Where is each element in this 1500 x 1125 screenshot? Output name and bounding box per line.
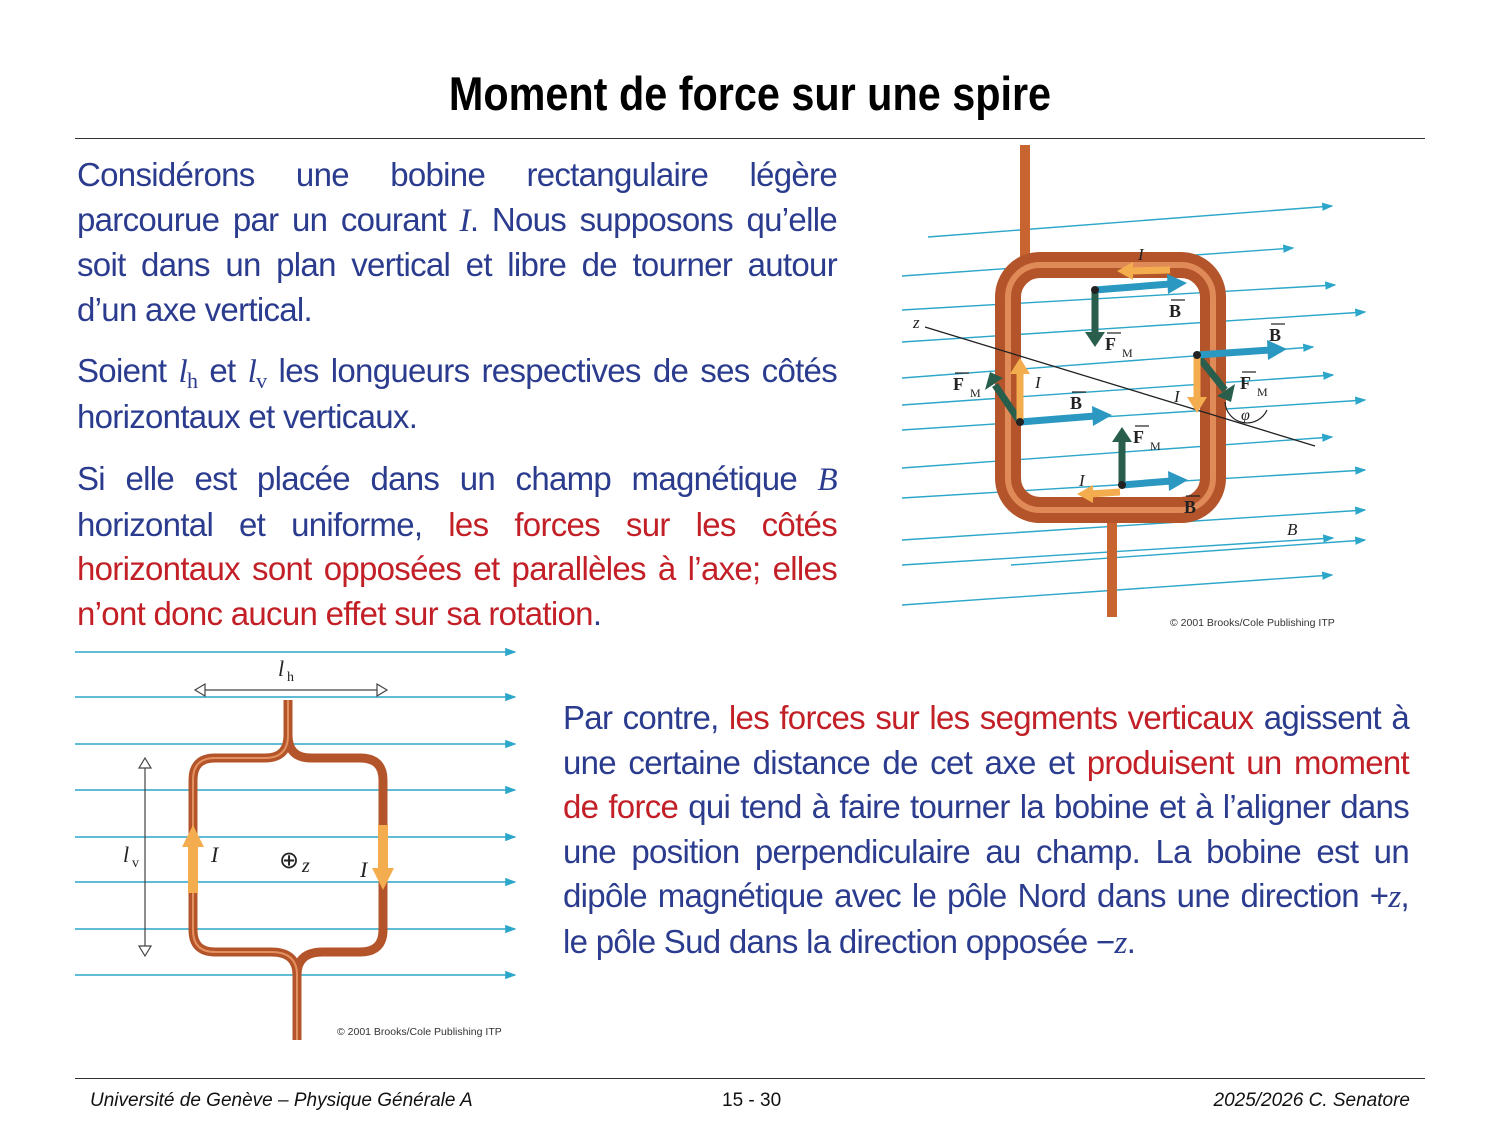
b-label-4: B (1269, 325, 1282, 345)
torque-text-5: . (1126, 922, 1136, 960)
fm-sub-right: M (1257, 385, 1268, 399)
field-label: B (1287, 520, 1298, 539)
fm-sub-top: M (1122, 346, 1133, 360)
coil-3d-figure (895, 140, 1385, 635)
torque-text-4: , le pôle Sud dans la direction opposée − (563, 877, 1409, 960)
footer-divider (75, 1078, 1425, 1079)
current-label-right: I (1174, 387, 1180, 406)
fm-sub-bottom: M (1150, 439, 1161, 453)
title-divider (75, 138, 1425, 139)
z-label-3d: z (913, 313, 920, 332)
length-symbol-h: l (178, 354, 187, 390)
paragraph-lengths (77, 349, 837, 439)
torque-highlight-2: produisent un moment de force (563, 743, 1410, 825)
current-label-top: I (1138, 245, 1144, 264)
credit-2d: © 2001 Brooks/Cole Publishing ITP (337, 1026, 502, 1038)
lv-label: l (123, 842, 130, 867)
z-symbol-2: z (1114, 924, 1127, 961)
z-label-2d: z (302, 855, 310, 877)
footer-page-number: 15 - 30 (722, 1090, 782, 1111)
torque-text-2: agissent à une certaine distance de cet axe et (563, 699, 1409, 781)
footer-institution: Université de Genève – Physique Générale A (90, 1090, 473, 1111)
fm-label-right: F (1240, 373, 1251, 393)
lv-sub: v (132, 856, 139, 871)
fm-sub-left: M (970, 386, 981, 400)
coil-2d-figure (75, 640, 520, 1045)
intro-text-2: . Nous supposons qu’elle soit dans un plan vertical et libre de tourner autour d’un axe vertical. (77, 200, 838, 328)
paragraph-intro (77, 153, 837, 332)
b-label-1: B (1169, 301, 1182, 321)
z-symbol-1: z (1388, 879, 1401, 915)
lh-sub: h (287, 670, 294, 685)
field-text-highlight: les forces sur les côtés horizontaux sont opposées et parallèles à l’axe; elles n’ont donc aucun effet sur sa rotation (77, 505, 838, 632)
lengths-text-3: les longueurs respectives de ses côtés horizontaux et verticaux. (77, 352, 838, 435)
z-out-symbol: ⊕ (279, 848, 300, 874)
current-label-left: I (1035, 373, 1041, 392)
subscript-v: v (256, 368, 267, 393)
torque-text-1: Par contre, (563, 699, 729, 736)
fm-label-top: F (1105, 334, 1116, 354)
subscript-h: h (186, 368, 198, 393)
length-symbol-v: l (247, 354, 257, 390)
torque-text-3: qui tend à faire tourner la bobine et à l’aligner dans une position perpendiculaire au champ. La bobine est un dipôle magnétique avec le pôle Nord dans une direction + (563, 788, 1410, 914)
intro-text-1: Considérons une bobine rectangulaire légère parcourue par un courant (77, 156, 837, 238)
lengths-text-1: Soient (77, 352, 179, 389)
field-lines-2d (75, 652, 515, 975)
credit-3d: © 2001 Brooks/Cole Publishing ITP (1170, 617, 1335, 629)
field-text-3: . (592, 594, 602, 632)
field-symbol: B (817, 462, 837, 498)
torque-highlight-1: les forces sur les segments verticaux (728, 699, 1254, 736)
b-label-3: B (1184, 497, 1197, 517)
phi-label: φ (1241, 407, 1250, 424)
field-text-1: Si elle est placée dans un champ magnétique (77, 460, 818, 497)
current-label-left-2d: I (211, 842, 219, 867)
fm-label-bottom: F (1133, 427, 1144, 447)
paragraph-field (77, 457, 837, 636)
b-label-2: B (1070, 393, 1083, 413)
dimension-lines (139, 684, 387, 956)
paragraph-torque (563, 696, 1409, 965)
slide-title: Moment de force sur une spire (448, 67, 1052, 120)
fm-label-left: F (953, 374, 964, 394)
footer-author: 2025/2026 C. Senatore (1213, 1090, 1410, 1111)
current-symbol: I (459, 202, 470, 239)
current-label-bottom: I (1079, 471, 1085, 490)
lh-label: l (278, 656, 285, 681)
field-text-2: horizontal et uniforme, (77, 505, 449, 543)
current-label-right-2d: I (360, 857, 368, 882)
lengths-text-2: et (197, 352, 248, 389)
